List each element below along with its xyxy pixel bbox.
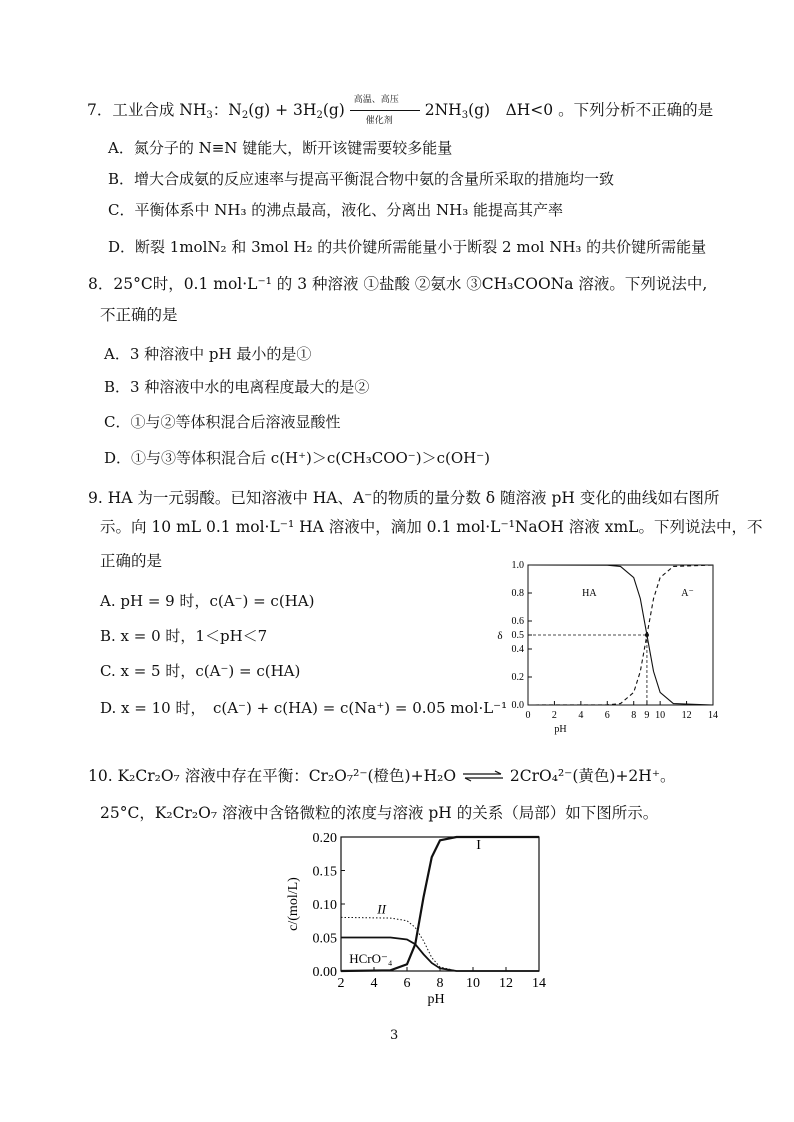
y-axis-label: c/(mol/L)	[286, 877, 301, 931]
y-tick-label: 0.0	[511, 700, 524, 711]
q7-stem: 7．工业合成 $NH_3$：$N_2(g) + 3H_2(g)$ 高温、高压 催化剂 $2NH_3(g)$ ΔH<0 。下列分析不正确的是	[87, 98, 713, 121]
x-tick-label: 4	[370, 976, 378, 991]
y-tick-label: 0.15	[312, 864, 337, 880]
x-tick-label: 2	[551, 710, 557, 721]
q8-stem-line2: 不正确的是	[100, 306, 178, 324]
q10-concentration-chart	[285, 825, 555, 1015]
page-number: 3	[390, 1028, 399, 1043]
q7-option-a: A．氮分子的 N≡N 键能大，断开该键需要较多能量	[108, 139, 453, 157]
y-tick-label: 0.8	[511, 588, 524, 599]
y-tick-label: 0.4	[511, 644, 524, 655]
series-label-ii: II	[377, 901, 386, 917]
series-label-ha: HA	[582, 587, 597, 599]
y-axis-label: δ	[497, 630, 503, 642]
q8-option-c: C．①与②等体积混合后溶液显酸性	[104, 413, 341, 431]
q7-stem-f: (g) ΔH<0 。下列分析不正确的是	[468, 101, 714, 119]
x-tick-label: 4	[578, 710, 584, 721]
q9-stem-line3: 正确的是	[100, 552, 163, 570]
x-tick-label: 2	[337, 976, 345, 991]
x-tick-label: 8	[631, 710, 637, 721]
series-label-hcro4: HCrO⁻₄	[349, 950, 393, 966]
q7-option-b: B．增大合成氨的反应速率与提高平衡混合物中氨的含量所采取的措施均一致	[108, 170, 615, 188]
arrow-condition-bottom: 催化剂	[365, 116, 393, 126]
q9-stem-line1: 9. HA 为一元弱酸。已知溶液中 HA、A⁻的物质的量分数 δ 随溶液 pH 变化的曲线如右图所	[88, 489, 720, 507]
q9-stem-line2: 示。向 10 mL 0.1 mol·L⁻¹ HA 溶液中，滴加 0.1 mol·L⁻¹NaOH 溶液 xmL。下列说法中，不	[100, 518, 763, 536]
x-tick-label: 6	[604, 710, 610, 721]
q10-stem-line1	[88, 764, 676, 786]
series-label-a-minus: A⁻	[681, 587, 694, 599]
q8-stem-line1: 8．25°C时，0.1 mol·L⁻¹ 的 3 种溶液 ①盐酸 ②氨水 ③CH₃COONa 溶液。下列说法中,	[88, 275, 708, 293]
y-tick-label: 0.05	[312, 931, 337, 947]
x-axis-label: pH	[427, 992, 445, 1007]
y-tick-label: 1.0	[511, 560, 524, 571]
q7-option-c: C．平衡体系中 NH₃ 的沸点最高，液化、分离出 NH₃ 能提高其产率	[108, 201, 563, 219]
series-label-i: I	[476, 838, 481, 854]
y-tick-label: 0.6	[511, 616, 524, 627]
q7-stem-e: 2NH	[424, 101, 462, 119]
q9-distribution-chart	[490, 555, 730, 735]
q8-option-b: B．3 种溶液中水的电离程度最大的是②	[104, 378, 370, 396]
q7-stem-b: ：N	[212, 101, 242, 119]
q9-option-c: C. x = 5 时，c(A⁻) = c(HA)	[100, 662, 301, 680]
equilibrium-arrow-icon	[461, 768, 505, 786]
reaction-arrow	[350, 95, 420, 126]
x-tick-label: 10	[466, 976, 480, 991]
x-tick-label: 14	[532, 976, 546, 991]
q7-stem-c: (g) + 3H	[248, 101, 317, 119]
q10-stem-a: 10. K₂Cr₂O₇ 溶液中存在平衡：Cr₂O₇²⁻(橙色)+H₂O	[88, 767, 457, 785]
x-tick-label: 8	[436, 976, 444, 991]
y-tick-label: 0.00	[312, 965, 337, 980]
q9-option-a: A. pH = 9 时，c(A⁻) = c(HA)	[100, 592, 315, 610]
q8-option-a: A．3 种溶液中 pH 最小的是①	[104, 345, 312, 363]
x-tick-label: 12	[681, 710, 692, 721]
x-tick-label: 12	[499, 976, 513, 991]
q10-stem-line2: 25°C，K₂Cr₂O₇ 溶液中含铬微粒的浓度与溶液 pH 的关系（局部）如下图所示。	[100, 804, 659, 822]
y-tick-label: 0.5	[511, 630, 524, 641]
q10-stem-b: 2CrO₄²⁻(黄色)+2H⁺。	[509, 767, 676, 785]
q9-option-d: D. x = 10 时， c(A⁻) + c(HA) = c(Na⁺) = 0.05 mol·L⁻¹	[100, 699, 508, 717]
x-tick-label: 14	[708, 710, 718, 721]
x-tick-label: 0	[525, 710, 531, 721]
x-tick-label: 6	[403, 976, 411, 991]
q7-stem-d: (g)	[322, 101, 345, 119]
q7-stem-a: 7．工业合成 NH	[87, 101, 207, 119]
y-tick-label: 0.2	[511, 672, 524, 683]
x-tick-label: 10	[655, 710, 666, 721]
q7-option-d: D．断裂 1molN₂ 和 3mol H₂ 的共价键所需能量小于断裂 2 mol NH₃ 的共价键所需能量	[108, 238, 707, 256]
x-axis-label: pH	[554, 724, 567, 735]
y-tick-label: 0.20	[312, 831, 337, 846]
intersection-point	[645, 633, 649, 637]
q9-option-b: B. x = 0 时，1＜pH＜7	[100, 627, 268, 645]
arrow-condition-top: 高温、高压	[353, 95, 399, 105]
x-tick-label: 9	[644, 710, 650, 721]
q8-option-d: D．①与③等体积混合后 c(H⁺)＞c(CH₃COO⁻)＞c(OH⁻)	[104, 449, 490, 467]
y-tick-label: 0.10	[312, 898, 337, 913]
